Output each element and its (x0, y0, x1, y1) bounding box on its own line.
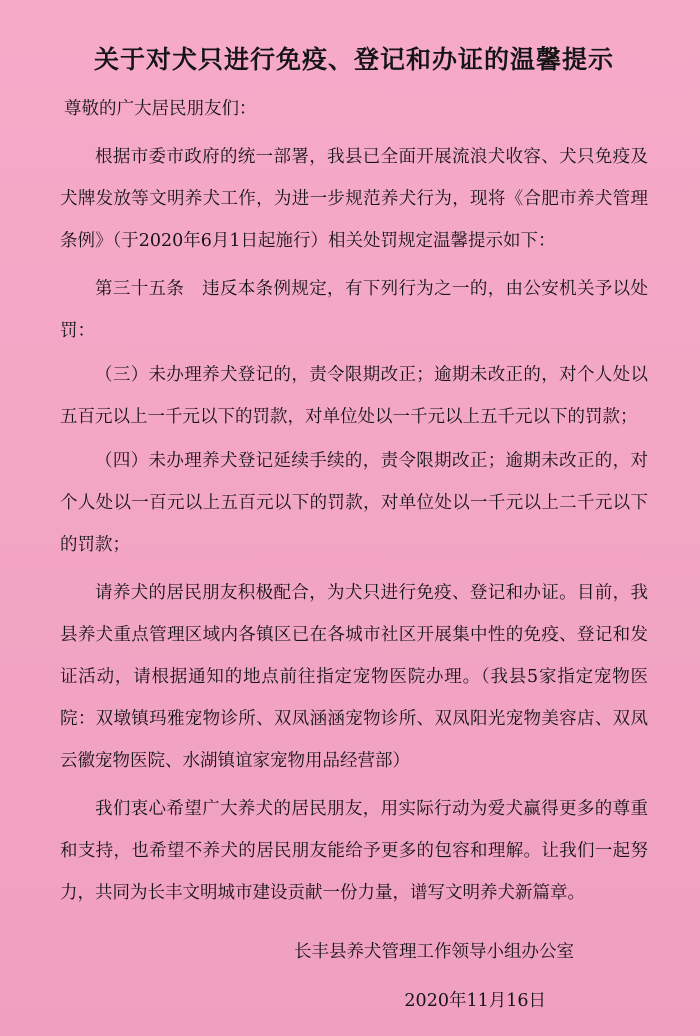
clause-4-paragraph: （四）未办理养犬登记延续手续的，责令限期改正；逾期未改正的，对个人处以一百元以上五百元以下的罚款，对单位处以一千元以上二千元以下的罚款； (60, 451, 648, 555)
salutation: 尊敬的广大居民朋友们： (64, 99, 257, 119)
closing-paragraph: 我们衷心希望广大养犬的居民朋友，用实际行动为爱犬赢得更多的尊重和支持，也希望不养犬的居民朋友能给予更多的包容和理解。让我们一起努力，共同为长丰文明城市建设贡献一份力量，谱写文明养犬新篇章。 (60, 799, 648, 903)
intro-paragraph: 根据市委市政府的统一部署，我县已全面开展流浪犬收容、犬只免疫及犬牌发放等文明养犬工作，为进一步规范养犬行为，现将《合肥市养犬管理条例》（于2020年6月1日起施行）相关处罚规定温馨提示如下： (60, 147, 648, 251)
designated-hospitals-paragraph: 请养犬的居民朋友积极配合，为犬只进行免疫、登记和办证。目前，我县养犬重点管理区域内各镇区已在各城市社区开展集中性的免疫、登记和发证活动，请根据通知的地点前往指定宠物医院办理。（我县5家指定宠物医院：双墩镇玛雅宠物诊所、双凤涵涵宠物诊所、双凤阳光宠物美容店、双凤云徽宠物医院、水湖镇谊家宠物用品经营部） (60, 583, 648, 771)
clause-3-paragraph: （三）未办理养犬登记的，责令限期改正；逾期未改正的，对个人处以五百元以上一千元以下的罚款，对单位处以一千元以上五千元以下的罚款； (60, 365, 648, 427)
signature: 长丰县养犬管理工作领导小组办公室 (294, 942, 574, 962)
article-35-paragraph: 第三十五条 违反本条例规定，有下列行为之一的，由公安机关予以处罚： (60, 279, 648, 341)
notice-title: 关于对犬只进行免疫、登记和办证的温馨提示 (93, 45, 614, 74)
issue-date: 2020年11月16日 (404, 991, 546, 1011)
